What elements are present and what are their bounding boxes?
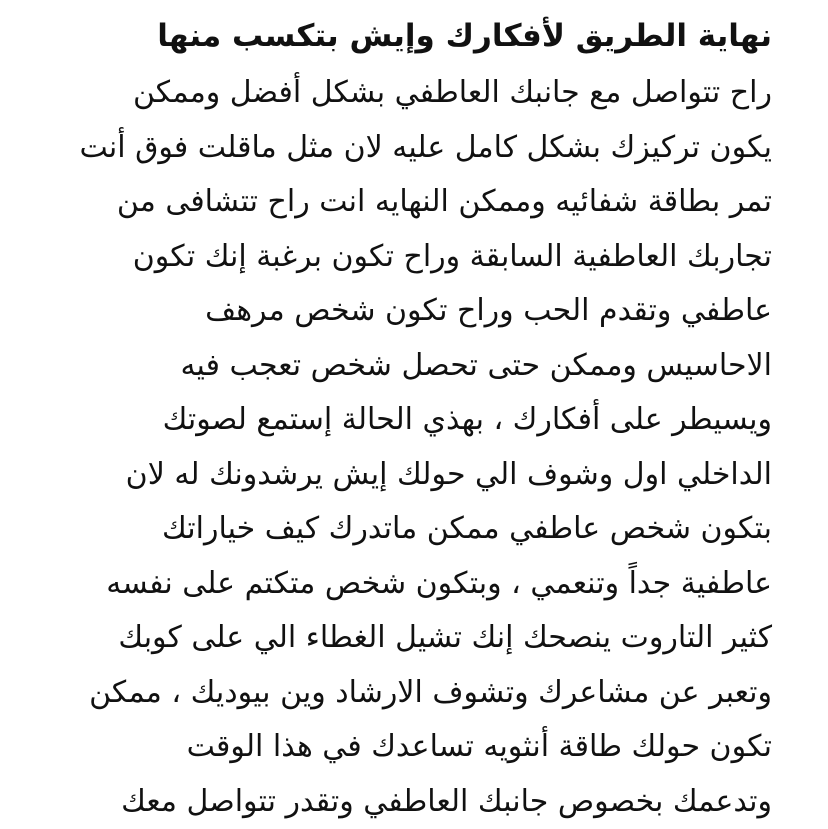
article-body <box>52 66 772 829</box>
body-line: عاطفية جداً وتنعمي ، وبتكون شخص متكتم على نفسه <box>52 557 772 612</box>
body-line: يكون تركيزك بشكل كامل عليه لان مثل ماقلت فوق أنت <box>52 121 772 176</box>
body-line: تمر بطاقة شفائيه وممكن النهايه انت راح تتشافى من <box>52 175 772 230</box>
body-line: ويسيطر على أفكارك ، بهذي الحالة إستمع لصوتك <box>52 393 772 448</box>
body-line: كثير التاروت ينصحك إنك تشيل الغطاء الي على كوبك <box>52 611 772 666</box>
body-line: راح تتواصل مع جانبك العاطفي بشكل أفضل وممكن <box>52 66 772 121</box>
body-line: بتكون شخص عاطفي ممكن ماتدرك كيف خياراتك <box>52 502 772 557</box>
body-line: وتدعمك بخصوص جانبك العاطفي وتقدر تتواصل معك <box>52 775 772 829</box>
body-line: الاحاسيس وممكن حتى تحصل شخص تعجب فيه <box>52 339 772 394</box>
body-line: عاطفي وتقدم الحب وراح تكون شخص مرهف <box>52 284 772 339</box>
body-line: وتعبر عن مشاعرك وتشوف الارشاد وين بيوديك ، ممكن <box>52 666 772 721</box>
body-line: الداخلي اول وشوف الي حولك إيش يرشدونك له لان <box>52 448 772 503</box>
body-line: تجاربك العاطفية السابقة وراح تكون برغبة إنك تكون <box>52 230 772 285</box>
section-heading: نهاية الطريق لأفكارك وإيش بتكسب منها <box>157 10 772 62</box>
body-line: تكون حولك طاقة أنثويه تساعدك في هذا الوقت <box>52 720 772 775</box>
